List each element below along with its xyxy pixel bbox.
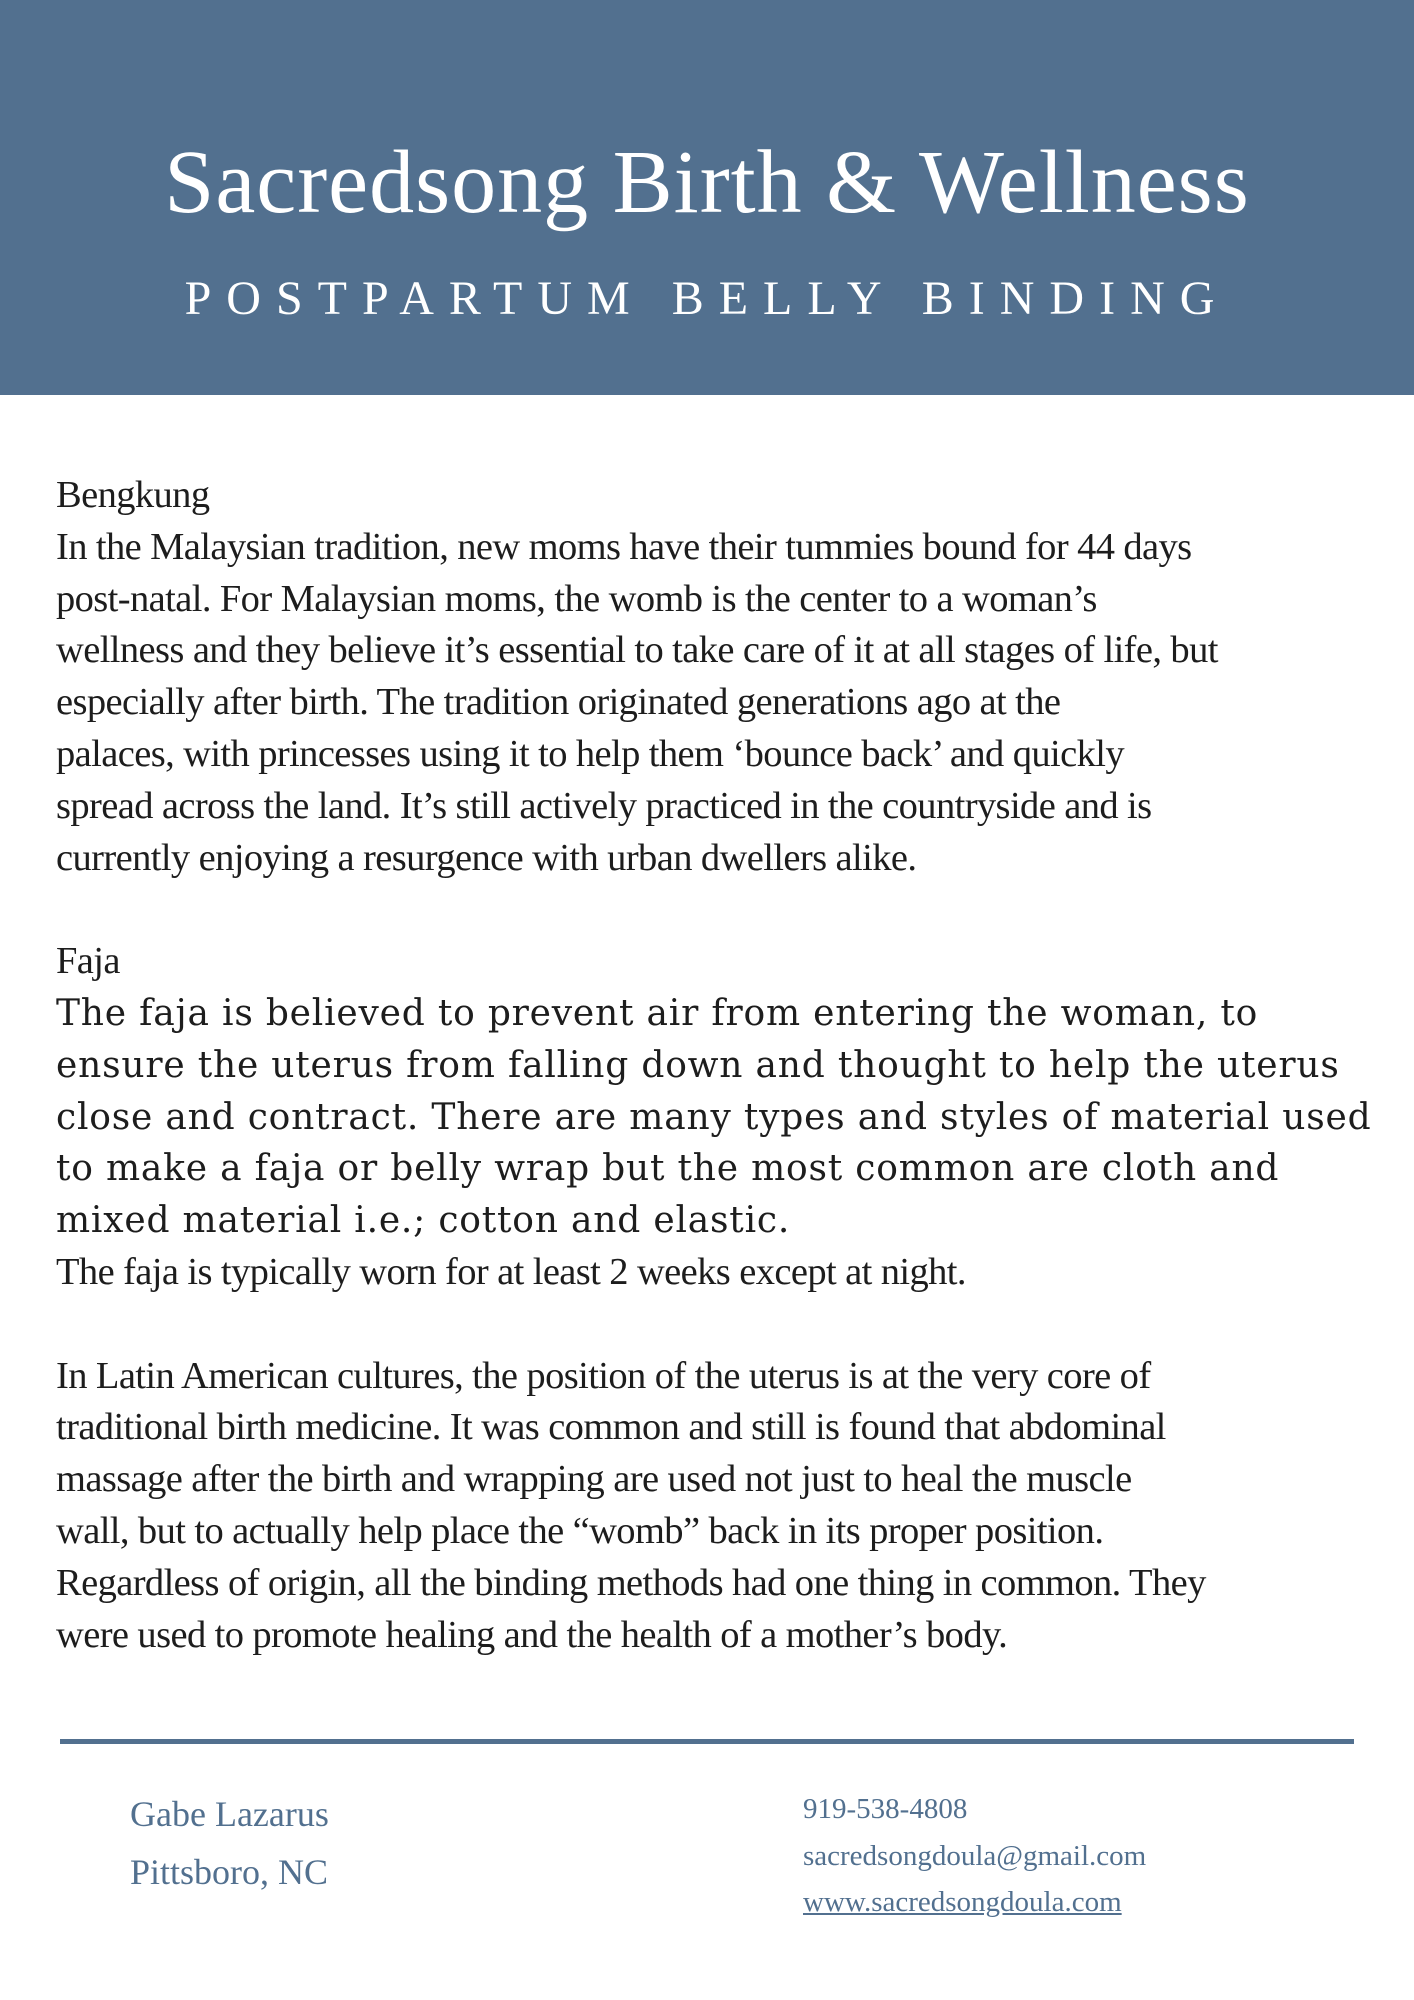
faja-line: The faja is believed to prevent air from entering the woman, to: [56, 992, 1259, 1034]
section-heading-bengkung: Bengkung: [56, 474, 210, 516]
bengkung-line: currently enjoying a resurgence with urban dwellers alike.: [56, 836, 917, 879]
footer-contact-details: [803, 1786, 1146, 1926]
bengkung-line: In the Malaysian tradition, new moms have their tummies bound for 44 days: [56, 525, 1192, 568]
latin-america-line: wall, but to actually help place the “womb” back in its proper position.: [56, 1509, 1104, 1552]
bengkung-line: palaces, with princesses using it to help them ‘bounce back’ and quickly: [56, 732, 1124, 775]
faja-line: mixed material i.e.; cotton and elastic.: [56, 1200, 791, 1242]
article-body: [56, 470, 1372, 1661]
footer-contact-person: [130, 1785, 329, 1901]
paragraph-spacer: [56, 1299, 1356, 1351]
page-title: Sacredsong Birth & Wellness: [164, 133, 1250, 232]
header-banner: [0, 0, 1414, 395]
bengkung-line: spread across the land. It’s still actively practiced in the countryside and is: [56, 784, 1152, 827]
website-link[interactable]: www.sacredsongdoula.com: [803, 1886, 1122, 1918]
footer-divider: [60, 1739, 1354, 1744]
faja-line: close and contract. There are many types and styles of material used: [56, 1096, 1372, 1138]
bengkung-line: wellness and they believe it’s essential to take care of it at all stages of life, but: [56, 629, 1218, 672]
latin-america-line: traditional birth medicine. It was common and still is found that abdominal: [56, 1406, 1166, 1449]
latin-america-line: massage after the birth and wrapping are used not just to heal the muscle: [56, 1458, 1132, 1501]
contact-name: Gabe Lazarus: [130, 1794, 329, 1834]
page-subtitle: POSTPARTUM BELLY BINDING: [184, 272, 1230, 325]
contact-email: sacredsongdoula@gmail.com: [803, 1839, 1147, 1872]
section-heading-faja: Faja: [56, 940, 120, 983]
contact-location: Pittsboro, NC: [130, 1852, 329, 1892]
bengkung-line: especially after birth. The tradition originated generations ago at the: [56, 681, 1061, 724]
latin-america-line: were used to promote healing and the health of a mother’s body.: [56, 1613, 1008, 1656]
faja-note: The faja is typically worn for at least 2 weeks except at night.: [56, 1250, 966, 1293]
contact-phone: 919-538-4808: [803, 1793, 968, 1825]
latin-america-line: In Latin American cultures, the position of the uterus is at the very core of: [56, 1354, 1151, 1397]
faja-line: ensure the uterus from falling down and thought to help the uterus: [56, 1044, 1340, 1086]
paragraph-spacer: [56, 884, 1356, 936]
bengkung-line: post-natal. For Malaysian moms, the womb is the center to a woman’s: [56, 577, 1097, 620]
faja-line: to make a faja or belly wrap but the most common are cloth and: [56, 1148, 1280, 1190]
latin-america-line: Regardless of origin, all the binding methods had one thing in common. They: [56, 1561, 1206, 1604]
